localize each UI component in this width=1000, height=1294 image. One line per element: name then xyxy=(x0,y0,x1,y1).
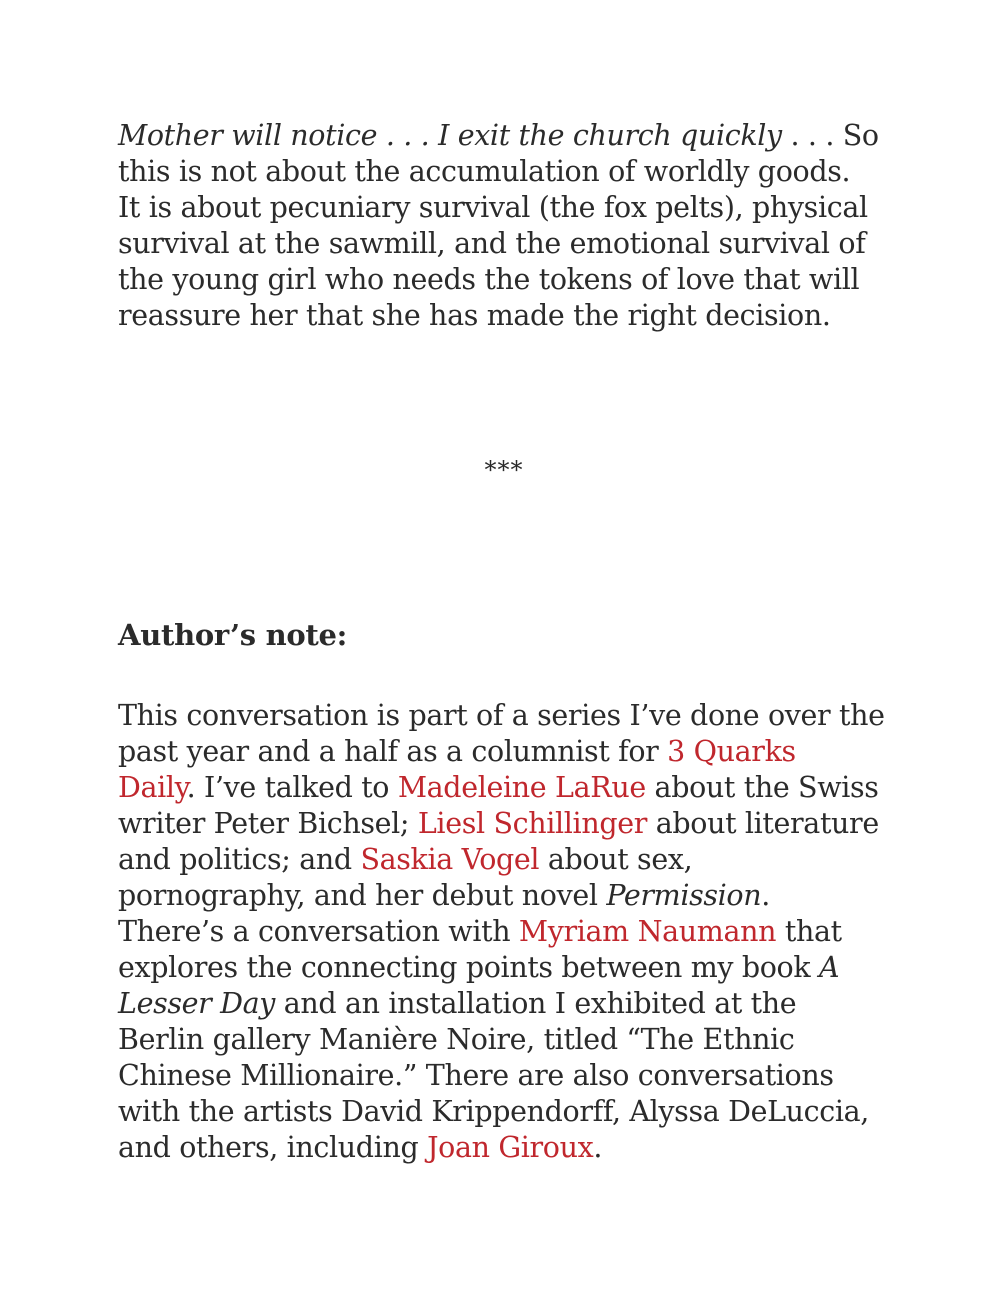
note-line-6: pornography, and her debut novel Permission. xyxy=(118,879,770,912)
note-line-11: Chinese Millionaire.” There are also conversations xyxy=(118,1059,834,1092)
excerpt-paragraph xyxy=(118,118,918,334)
note-line-13: and others, including Joan Giroux. xyxy=(118,1131,603,1164)
link-liesl-schillinger[interactable]: Liesl Schillinger xyxy=(417,807,648,840)
note-line-1: This conversation is part of a series I’ve done over the xyxy=(118,699,885,732)
note-line-5: and politics; and Saskia Vogel about sex, xyxy=(118,843,693,876)
authors-note-heading: Author’s note: xyxy=(118,618,348,652)
note-line-3: Daily. I’ve talked to Madeleine LaRue about the Swiss xyxy=(118,771,879,804)
note-line-8: explores the connecting points between my book A xyxy=(118,951,840,984)
note-line-9: Lesser Day and an installation I exhibited at the xyxy=(118,987,797,1020)
note-line-10: Berlin gallery Manière Noire, titled “The Ethnic xyxy=(118,1023,795,1056)
book-title-lesser-day: Lesser Day xyxy=(118,987,276,1020)
article-page xyxy=(118,118,918,1164)
book-title-permission: Permission xyxy=(606,879,762,912)
link-joan-giroux[interactable]: Joan Giroux xyxy=(427,1131,594,1164)
link-myriam-naumann[interactable]: Myriam Naumann xyxy=(518,915,777,948)
note-line-12: with the artists David Krippendorff, Alyssa DeLuccia, xyxy=(118,1095,870,1128)
excerpt-line-6: reassure her that she has made the right decision. xyxy=(118,299,831,332)
link-madeleine-larue[interactable]: Madeleine LaRue xyxy=(397,771,646,804)
excerpt-line-1: Mother will notice . . . I exit the church quickly . . . So xyxy=(118,119,879,152)
excerpt-line-3: It is about pecuniary survival (the fox pelts), physical xyxy=(118,191,868,224)
link-3-quarks-daily-cont[interactable]: Daily xyxy=(118,771,187,804)
note-line-2: past year and a half as a columnist for 3 Quarks xyxy=(118,735,796,768)
note-line-4: writer Peter Bichsel; Liesl Schillinger about literature xyxy=(118,807,879,840)
link-saskia-vogel[interactable]: Saskia Vogel xyxy=(360,843,540,876)
section-separator: *** xyxy=(484,456,524,484)
excerpt-line-4: survival at the sawmill, and the emotional survival of xyxy=(118,227,866,260)
note-line-7: There’s a conversation with Myriam Naumann that xyxy=(118,915,842,948)
authors-note-paragraph xyxy=(118,698,885,1166)
excerpt-line-5: the young girl who needs the tokens of love that will xyxy=(118,263,860,296)
link-3-quarks-daily[interactable]: 3 Quarks xyxy=(667,735,796,768)
excerpt-italic-quote: Mother will notice . . . I exit the church quickly xyxy=(118,119,782,152)
excerpt-line-2: this is not about the accumulation of worldly goods. xyxy=(118,155,851,188)
book-title-a: A xyxy=(819,951,840,984)
